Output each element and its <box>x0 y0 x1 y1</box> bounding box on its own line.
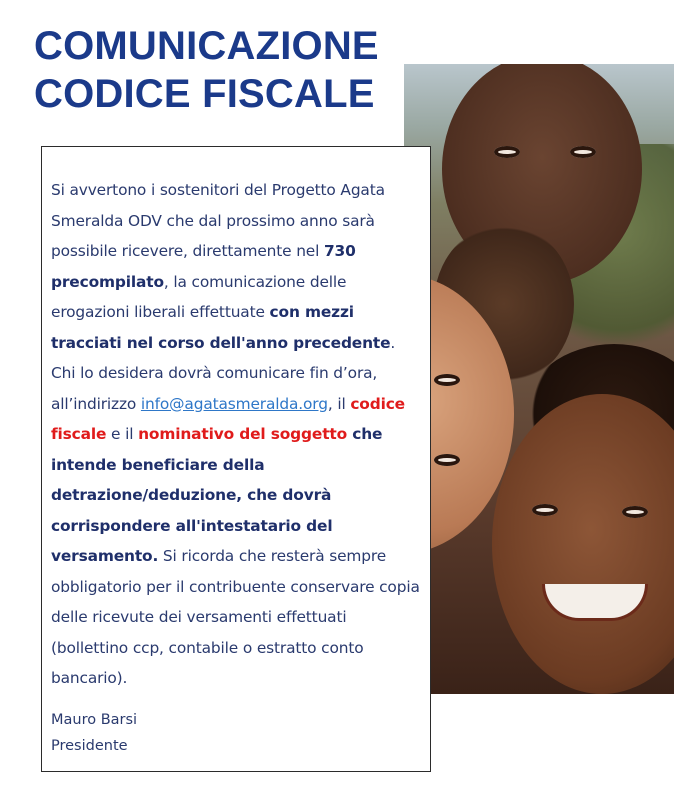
red-codice-fiscale: codice fiscale <box>51 394 405 443</box>
email-link[interactable]: info@agatasmeralda.org <box>140 394 328 413</box>
red-nominativo-soggetto: nominativo del soggetto <box>138 425 348 443</box>
signature <box>51 707 137 759</box>
text-segment: e il <box>106 425 139 443</box>
eye <box>622 506 648 518</box>
page-title-line-1: COMUNICAZIONE <box>34 24 379 68</box>
eye <box>570 146 596 158</box>
eye <box>494 146 520 158</box>
bold-mezzi-tracciati: con mezzi tracciati nel corso dell'anno precedente <box>51 303 391 352</box>
text-segment: . Chi lo desidera dovrà comunicare fin d’ora, all’indirizzo <box>51 333 396 413</box>
eye <box>434 374 460 386</box>
bold-730-precompilato: 730 precompilato <box>51 242 356 291</box>
bold-beneficiare: che intende beneficiare della detrazione/deduzione, che dovrà corrispondere all'intestatario del versamento. <box>51 425 383 565</box>
text-segment: , la comunicazione delle erogazioni liberali effettuate <box>51 272 347 321</box>
eye <box>532 504 558 516</box>
page-title-line-2: CODICE FISCALE <box>34 72 375 116</box>
text-segment: , il <box>327 394 351 413</box>
text-segment: Si ricorda che resterà sempre obbligatorio per il contribuente conservare copia delle ricevute dei versamenti effettuati (bollettino ccp, contabile o estratto conto bancario). <box>51 547 420 687</box>
announcement-box <box>41 146 431 772</box>
eye <box>434 454 460 466</box>
text-segment: Si avvertono i sostenitori del Progetto Agata Smeralda ODV che dal prossimo anno sarà possibile ricevere, direttamente nel <box>51 181 385 260</box>
page-title <box>34 22 379 118</box>
announcement-text <box>51 175 422 694</box>
signature-name: Mauro Barsi <box>51 712 138 728</box>
children-photo <box>404 64 674 694</box>
smile <box>542 584 648 621</box>
signature-role: Presidente <box>51 738 128 754</box>
child-face-right <box>492 394 674 694</box>
